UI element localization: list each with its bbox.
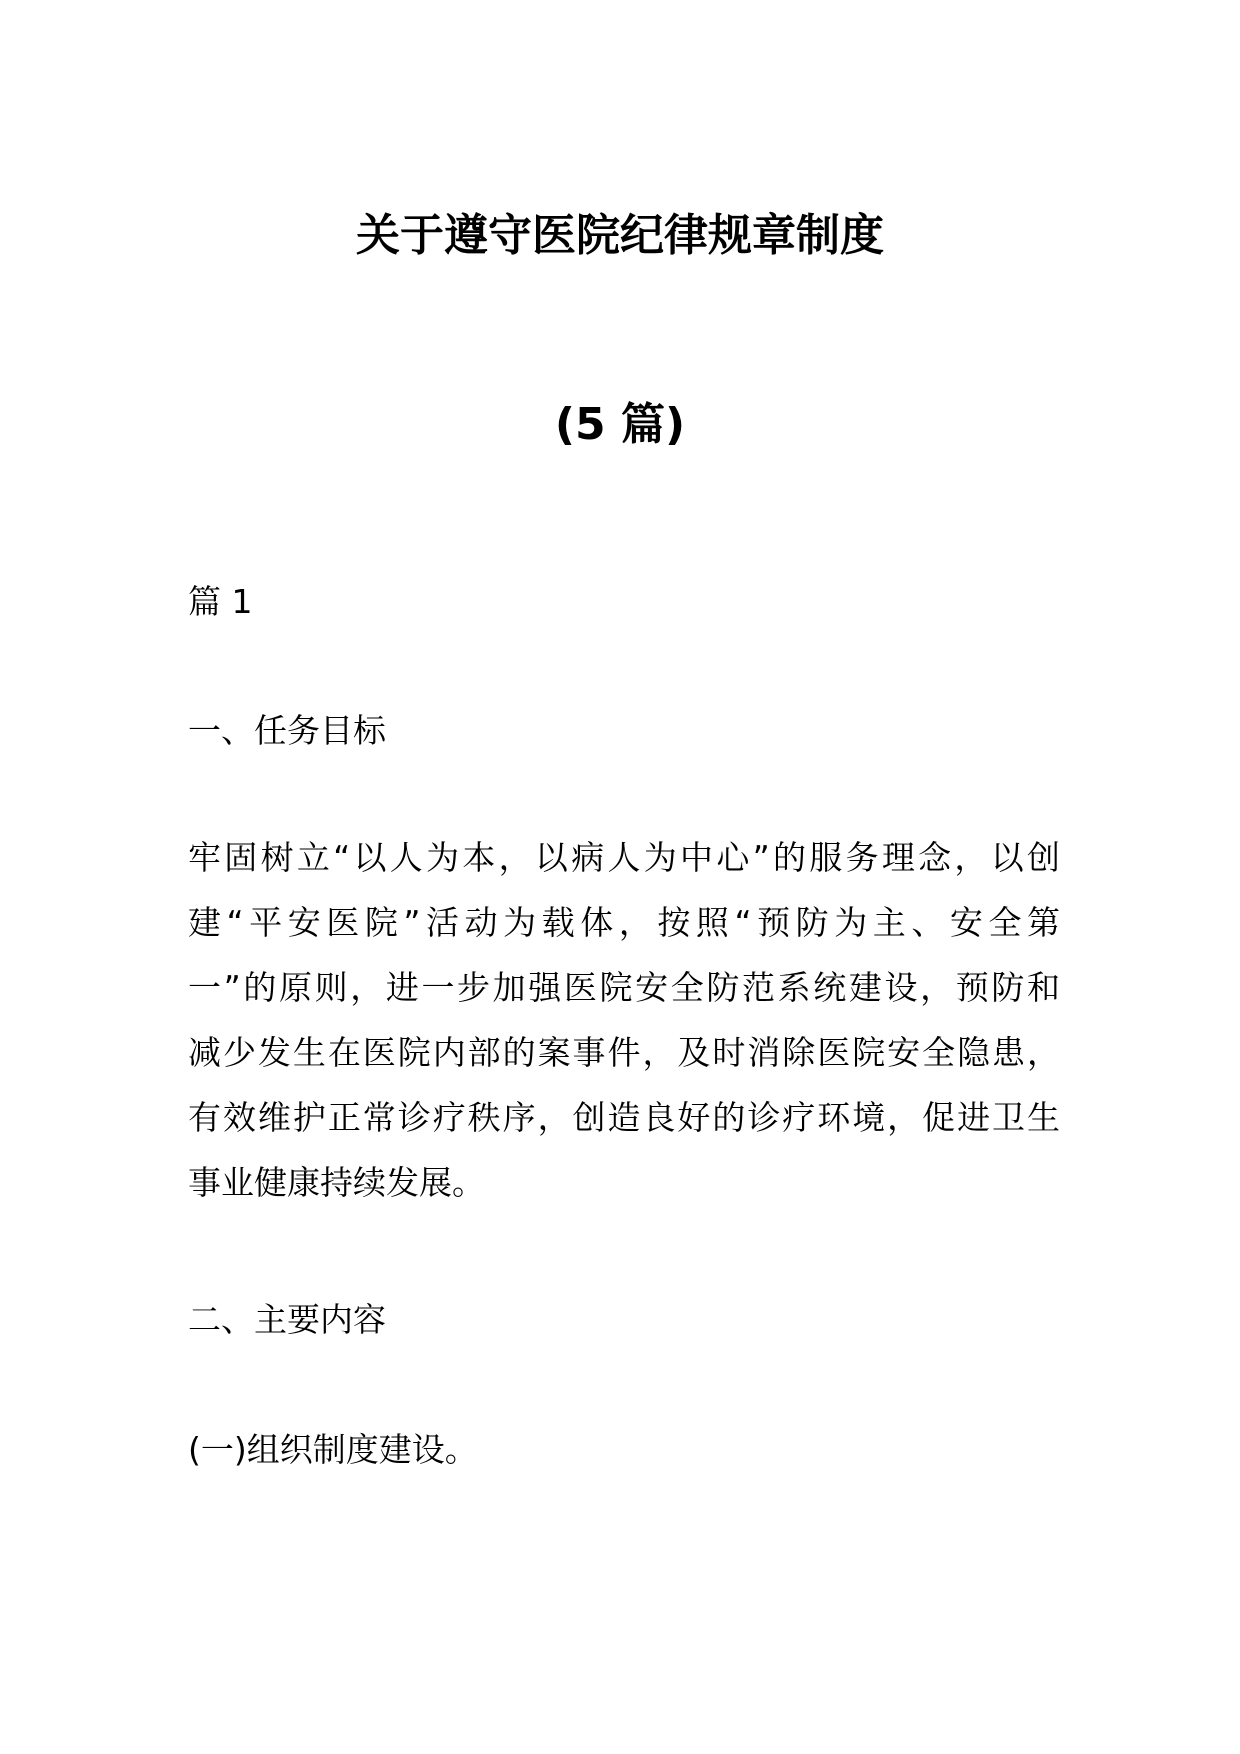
paragraph-line: 建“平安医院”活动为载体，按照“预防为主、安全第 [188,903,1060,942]
paragraph-line: 事业健康持续发展。 [188,1163,485,1202]
paragraph-task-goal [188,825,1060,1215]
paragraph-line: 牢固树立“以人为本，以病人为中心”的服务理念，以创 [188,838,1060,877]
heading-task-goal: 一、任务目标 [188,711,386,750]
heading-main-content: 二、主要内容 [188,1300,386,1339]
subheading-organization: (一)组织制度建设。 [188,1430,478,1469]
section-label: 篇 1 [188,582,253,621]
paragraph-line: 有效维护正常诊疗秩序，创造良好的诊疗环境，促进卫生 [188,1098,1060,1137]
document-title: 关于遵守医院纪律规章制度 [356,210,884,261]
document-subtitle: (5 篇) [554,399,686,450]
paragraph-line: 减少发生在医院内部的案事件，及时消除医院安全隐患， [188,1033,1060,1072]
paragraph-line: 一”的原则，进一步加强医院安全防范系统建设，预防和 [188,968,1060,1007]
